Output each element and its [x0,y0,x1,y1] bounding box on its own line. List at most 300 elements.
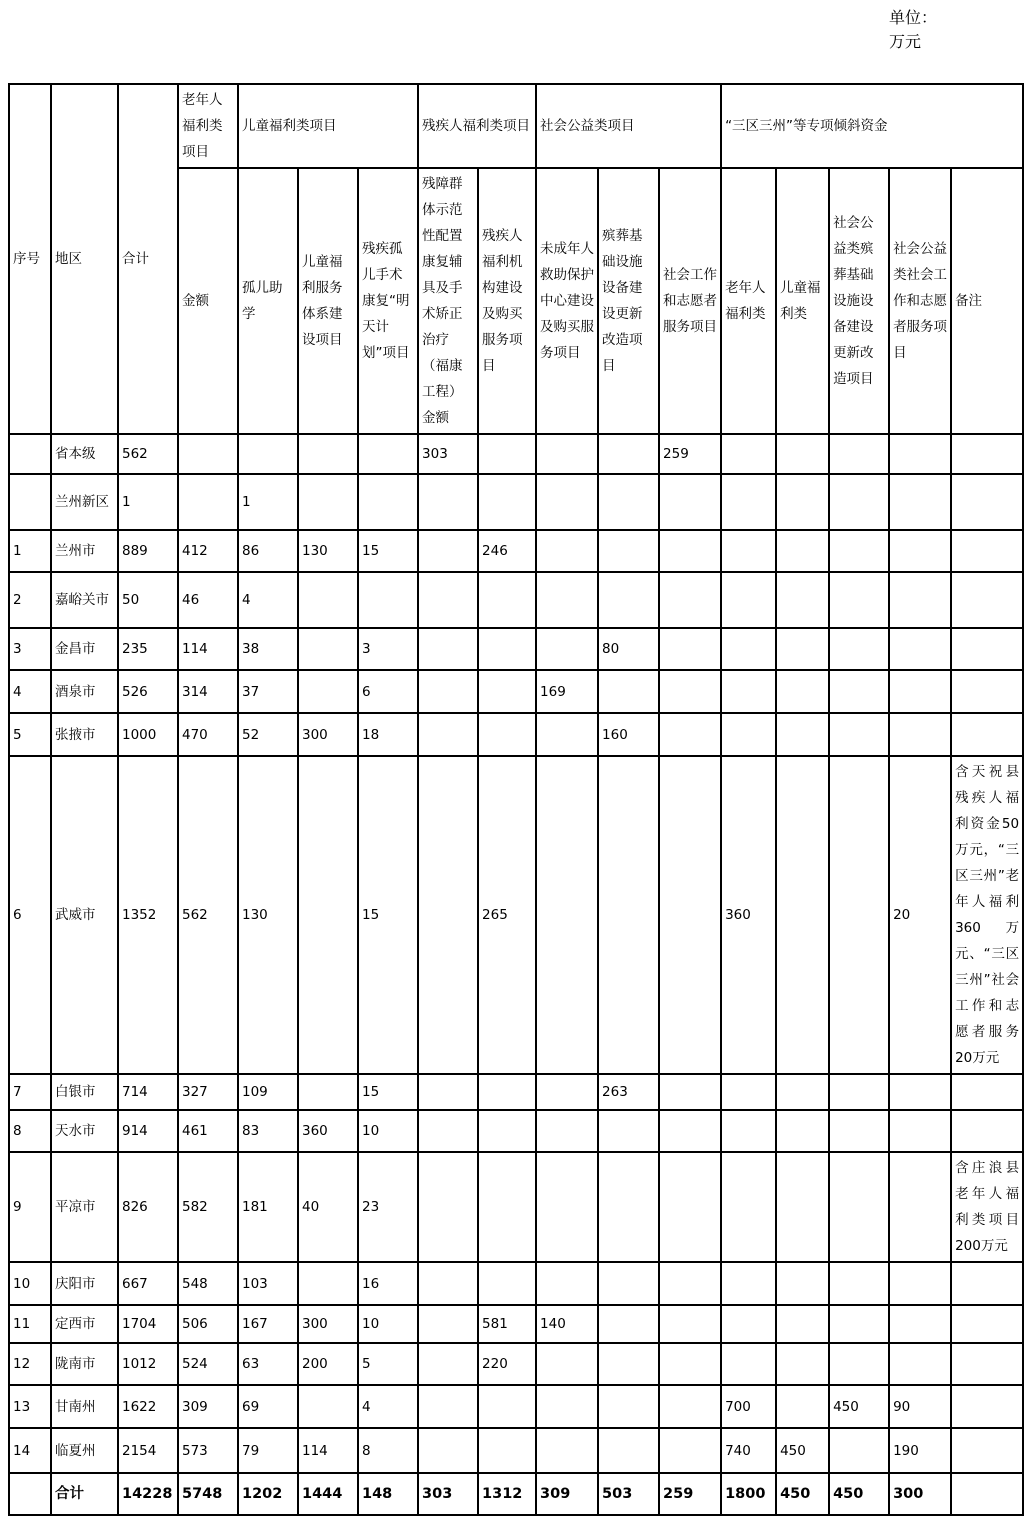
cell-total: 50 [118,572,178,628]
cell-total: 1000 [118,713,178,756]
table-row [9,1385,1023,1428]
cell-sq-funeral [829,572,889,628]
cell-serial: 13 [9,1385,51,1428]
cell-orphan-aid: 37 [238,670,298,713]
cell-region: 兰州市 [51,530,118,572]
cell-serial: 7 [9,1074,51,1110]
cell-region: 武威市 [51,756,118,1074]
cell-remark [951,1110,1023,1152]
cell-remark [951,1385,1023,1428]
cell-tomorrow-plan: 18 [358,713,418,756]
cell-serial: 9 [9,1152,51,1262]
cell-sq-elderly [721,713,776,756]
cell-sq-children [776,713,829,756]
cell-total: 1622 [118,1385,178,1428]
cell-minor-protection [536,1343,598,1385]
unit-label: 单位：万元 [889,8,938,51]
cell-elderly-amount: 327 [178,1074,238,1110]
cell-sq-children: 450 [776,1473,829,1515]
cell-child-service [298,572,358,628]
cell-social-work [659,530,721,572]
table-row [9,713,1023,756]
cell-social-work [659,756,721,1074]
cell-sq-funeral [829,1152,889,1262]
cell-remark [951,434,1023,474]
cell-orphan-aid: 69 [238,1385,298,1428]
cell-orphan-aid [238,434,298,474]
cell-orphan-aid: 167 [238,1305,298,1343]
cell-disabled-org [478,474,536,530]
cell-sq-children [776,628,829,670]
cell-serial: 1 [9,530,51,572]
cell-fukang [418,1343,478,1385]
cell-sq-children: 450 [776,1428,829,1473]
cell-sq-social-work [889,1343,951,1385]
cell-serial: 14 [9,1428,51,1473]
cell-elderly-amount: 524 [178,1343,238,1385]
cell-minor-protection [536,1385,598,1428]
cell-region: 甘南州 [51,1385,118,1428]
cell-serial: 8 [9,1110,51,1152]
cell-disabled-org [478,1262,536,1305]
cell-sq-social-work [889,1305,951,1343]
cell-funeral [598,434,659,474]
table-row [9,1428,1023,1473]
table-row [9,756,1023,1074]
cell-social-work [659,474,721,530]
group-header-children: 儿童福利类项目 [238,84,418,168]
cell-funeral: 80 [598,628,659,670]
cell-sq-funeral [829,670,889,713]
cell-sq-social-work [889,1074,951,1110]
cell-sq-social-work: 20 [889,756,951,1074]
cell-child-service [298,756,358,1074]
cell-sq-funeral [829,756,889,1074]
cell-fukang [418,572,478,628]
cell-sq-children [776,434,829,474]
cell-disabled-org: 246 [478,530,536,572]
cell-sq-funeral: 450 [829,1385,889,1428]
cell-child-service: 300 [298,713,358,756]
cell-fukang [418,1385,478,1428]
cell-tomorrow-plan [358,434,418,474]
cell-total: 1012 [118,1343,178,1385]
cell-minor-protection [536,434,598,474]
cell-orphan-aid: 52 [238,713,298,756]
table-row [9,572,1023,628]
col-header-child-service: 儿童福利服务体系建设项目 [298,168,358,434]
cell-sq-social-work [889,434,951,474]
table-row [9,1110,1023,1152]
table-row [9,1262,1023,1305]
cell-region: 张掖市 [51,713,118,756]
cell-minor-protection [536,1262,598,1305]
cell-sq-elderly [721,1152,776,1262]
cell-minor-protection [536,713,598,756]
col-header-minor-protection: 未成年人救助保护中心建设及购买服务项目 [536,168,598,434]
cell-remark [951,1343,1023,1385]
col-header-serial: 序号 [9,84,51,434]
cell-funeral [598,1343,659,1385]
cell-sq-social-work [889,1262,951,1305]
cell-sq-funeral [829,1343,889,1385]
cell-tomorrow-plan: 15 [358,530,418,572]
cell-funeral [598,1262,659,1305]
cell-social-work [659,572,721,628]
cell-fukang: 303 [418,1473,478,1515]
cell-child-service [298,1262,358,1305]
col-header-remark: 备注 [951,168,1023,434]
cell-funeral: 503 [598,1473,659,1515]
cell-tomorrow-plan: 4 [358,1385,418,1428]
cell-child-service: 130 [298,530,358,572]
cell-elderly-amount: 562 [178,756,238,1074]
cell-minor-protection [536,1074,598,1110]
cell-sq-elderly: 740 [721,1428,776,1473]
cell-disabled-org [478,434,536,474]
cell-total: 889 [118,530,178,572]
cell-orphan-aid: 4 [238,572,298,628]
cell-orphan-aid: 63 [238,1343,298,1385]
cell-total: 1 [118,474,178,530]
cell-social-work [659,670,721,713]
cell-sq-children [776,670,829,713]
cell-sq-social-work: 190 [889,1428,951,1473]
cell-region: 平凉市 [51,1152,118,1262]
cell-sq-social-work [889,1110,951,1152]
cell-tomorrow-plan: 148 [358,1473,418,1515]
cell-orphan-aid: 1 [238,474,298,530]
cell-sq-funeral [829,530,889,572]
cell-funeral [598,1305,659,1343]
cell-elderly-amount: 506 [178,1305,238,1343]
cell-social-work: 259 [659,434,721,474]
cell-social-work [659,628,721,670]
cell-tomorrow-plan: 15 [358,756,418,1074]
cell-sq-social-work [889,474,951,530]
cell-fukang [418,530,478,572]
cell-social-work [659,1110,721,1152]
cell-serial [9,1473,51,1515]
cell-orphan-aid: 38 [238,628,298,670]
cell-minor-protection [536,628,598,670]
cell-minor-protection [536,474,598,530]
cell-sq-elderly [721,1110,776,1152]
cell-disabled-org [478,1152,536,1262]
cell-region: 兰州新区 [51,474,118,530]
cell-sq-children [776,572,829,628]
cell-disabled-org [478,1385,536,1428]
cell-sq-elderly [721,1305,776,1343]
cell-remark [951,670,1023,713]
cell-remark [951,713,1023,756]
table-row [9,1152,1023,1262]
cell-orphan-aid: 109 [238,1074,298,1110]
cell-child-service: 360 [298,1110,358,1152]
cell-tomorrow-plan: 6 [358,670,418,713]
col-header-region: 地区 [51,84,118,434]
table-row [9,1343,1023,1385]
cell-serial: 4 [9,670,51,713]
cell-elderly-amount: 5748 [178,1473,238,1515]
cell-minor-protection: 309 [536,1473,598,1515]
cell-fukang [418,1428,478,1473]
col-header-funeral: 殡葬基础设施设备建设更新改造项目 [598,168,659,434]
cell-minor-protection [536,572,598,628]
cell-social-work [659,1428,721,1473]
cell-child-service: 200 [298,1343,358,1385]
cell-fukang [418,713,478,756]
cell-sq-elderly [721,530,776,572]
cell-remark [951,1305,1023,1343]
cell-sq-social-work: 300 [889,1473,951,1515]
cell-funeral [598,1110,659,1152]
cell-elderly-amount: 114 [178,628,238,670]
cell-region: 定西市 [51,1305,118,1343]
cell-child-service: 300 [298,1305,358,1343]
cell-remark [951,628,1023,670]
cell-disabled-org: 1312 [478,1473,536,1515]
cell-child-service [298,474,358,530]
cell-sq-children [776,1074,829,1110]
cell-sq-elderly: 360 [721,756,776,1074]
cell-remark [951,474,1023,530]
cell-tomorrow-plan: 16 [358,1262,418,1305]
cell-disabled-org [478,670,536,713]
cell-total: 667 [118,1262,178,1305]
cell-orphan-aid: 103 [238,1262,298,1305]
cell-social-work [659,1305,721,1343]
cell-region: 陇南市 [51,1343,118,1385]
col-header-sq-children: 儿童福利类 [776,168,829,434]
cell-funeral: 160 [598,713,659,756]
cell-orphan-aid: 86 [238,530,298,572]
cell-total: 714 [118,1074,178,1110]
cell-minor-protection [536,1428,598,1473]
cell-elderly-amount: 309 [178,1385,238,1428]
cell-sq-social-work [889,530,951,572]
cell-sq-children [776,1262,829,1305]
cell-sq-elderly [721,474,776,530]
cell-elderly-amount [178,474,238,530]
cell-region: 金昌市 [51,628,118,670]
cell-sq-social-work [889,713,951,756]
col-header-disabled-org: 残疾人福利机构建设及购买服务项目 [478,168,536,434]
cell-elderly-amount: 582 [178,1152,238,1262]
cell-total: 1352 [118,756,178,1074]
cell-sq-funeral [829,1074,889,1110]
cell-remark [951,1262,1023,1305]
cell-tomorrow-plan: 23 [358,1152,418,1262]
cell-elderly-amount: 314 [178,670,238,713]
cell-tomorrow-plan: 5 [358,1343,418,1385]
cell-elderly-amount: 461 [178,1110,238,1152]
group-header-row [9,84,1023,168]
cell-sq-elderly [721,1074,776,1110]
cell-disabled-org: 220 [478,1343,536,1385]
cell-sq-children [776,1110,829,1152]
cell-total: 562 [118,434,178,474]
cell-remark [951,1473,1023,1515]
cell-orphan-aid: 130 [238,756,298,1074]
cell-region: 嘉峪关市 [51,572,118,628]
cell-tomorrow-plan: 10 [358,1305,418,1343]
cell-serial: 10 [9,1262,51,1305]
cell-funeral [598,530,659,572]
cell-sq-children [776,1152,829,1262]
col-header-tomorrow-plan: 残疾孤儿手术康复“明天计划”项目 [358,168,418,434]
cell-sq-social-work [889,1152,951,1262]
cell-sq-elderly [721,670,776,713]
cell-minor-protection [536,1110,598,1152]
col-header-elderly-amount: 金额 [178,168,238,434]
cell-social-work [659,1385,721,1428]
cell-sq-social-work [889,670,951,713]
cell-sq-funeral [829,713,889,756]
cell-orphan-aid: 83 [238,1110,298,1152]
cell-sq-children [776,474,829,530]
cell-fukang [418,1074,478,1110]
cell-minor-protection [536,530,598,572]
cell-total: 914 [118,1110,178,1152]
cell-child-service: 1444 [298,1473,358,1515]
cell-sq-children [776,1385,829,1428]
cell-serial: 3 [9,628,51,670]
cell-sq-children [776,530,829,572]
cell-region: 白银市 [51,1074,118,1110]
cell-tomorrow-plan: 3 [358,628,418,670]
table-row [9,628,1023,670]
cell-remark [951,1074,1023,1110]
cell-social-work [659,1262,721,1305]
table-row [9,474,1023,530]
group-header-sanqu: “三区三州”等专项倾斜资金 [721,84,1023,168]
cell-fukang [418,1110,478,1152]
cell-social-work [659,1343,721,1385]
cell-remark [951,572,1023,628]
cell-sq-children [776,1305,829,1343]
cell-minor-protection [536,1152,598,1262]
cell-disabled-org [478,572,536,628]
cell-serial: 6 [9,756,51,1074]
cell-tomorrow-plan [358,572,418,628]
group-header-disabled: 残疾人福利类项目 [418,84,536,168]
cell-funeral [598,1428,659,1473]
cell-elderly-amount [178,434,238,474]
cell-sq-elderly [721,1343,776,1385]
cell-disabled-org: 265 [478,756,536,1074]
cell-region: 天水市 [51,1110,118,1152]
cell-social-work [659,1152,721,1262]
cell-funeral [598,572,659,628]
cell-sq-funeral [829,1428,889,1473]
cell-funeral [598,1152,659,1262]
col-header-orphan-aid: 孤儿助学 [238,168,298,434]
total-row [9,1473,1023,1515]
cell-serial [9,474,51,530]
cell-sq-elderly: 700 [721,1385,776,1428]
cell-fukang [418,628,478,670]
cell-serial: 12 [9,1343,51,1385]
cell-child-service: 40 [298,1152,358,1262]
cell-orphan-aid: 79 [238,1428,298,1473]
cell-social-work: 259 [659,1473,721,1515]
cell-total: 1704 [118,1305,178,1343]
cell-region: 省本级 [51,434,118,474]
cell-remark [951,1428,1023,1473]
cell-disabled-org [478,628,536,670]
group-header-public: 社会公益类项目 [536,84,721,168]
cell-total: 826 [118,1152,178,1262]
cell-sq-funeral [829,1110,889,1152]
cell-sq-funeral [829,434,889,474]
cell-funeral [598,1385,659,1428]
cell-disabled-org [478,713,536,756]
cell-remark: 含庄浪县老年人福利类项目200万元 [951,1152,1023,1262]
cell-funeral [598,474,659,530]
table-row [9,434,1023,474]
col-header-sq-funeral: 社会公益类殡葬基础设施设备建设更新改造项目 [829,168,889,434]
cell-disabled-org [478,1074,536,1110]
cell-serial: 2 [9,572,51,628]
cell-serial: 11 [9,1305,51,1343]
cell-fukang [418,474,478,530]
col-header-sq-social-work: 社会公益类社会工作和志愿者服务项目 [889,168,951,434]
cell-region: 临夏州 [51,1428,118,1473]
cell-tomorrow-plan: 15 [358,1074,418,1110]
cell-sq-social-work [889,572,951,628]
cell-disabled-org [478,1428,536,1473]
cell-sq-funeral [829,474,889,530]
cell-orphan-aid: 1202 [238,1473,298,1515]
cell-child-service [298,670,358,713]
cell-total: 14228 [118,1473,178,1515]
table-row [9,1305,1023,1343]
cell-total: 235 [118,628,178,670]
cell-sq-children [776,1343,829,1385]
col-header-social-work: 社会工作和志愿者服务项目 [659,168,721,434]
cell-total: 526 [118,670,178,713]
cell-region: 庆阳市 [51,1262,118,1305]
cell-region: 酒泉市 [51,670,118,713]
cell-tomorrow-plan [358,474,418,530]
cell-minor-protection: 169 [536,670,598,713]
cell-fukang [418,756,478,1074]
col-header-fukang: 残障群体示范性配置康复辅具及手术矫正治疗（福康工程）金额 [418,168,478,434]
cell-serial: 5 [9,713,51,756]
cell-child-service [298,1074,358,1110]
cell-remark [951,530,1023,572]
cell-child-service [298,434,358,474]
cell-sq-funeral [829,628,889,670]
cell-fukang [418,670,478,713]
cell-sq-elderly [721,572,776,628]
funding-table [8,83,1024,1516]
cell-sq-children [776,756,829,1074]
cell-sq-elderly [721,1262,776,1305]
table-row [9,670,1023,713]
cell-serial [9,434,51,474]
table-header [9,84,1023,434]
cell-sq-social-work [889,628,951,670]
cell-social-work [659,1074,721,1110]
cell-remark: 含天祝县残疾人福利资金50万元，“三区三州”老年人福利360万元、“三区三州”社会工作和志愿者服务20万元 [951,756,1023,1074]
cell-child-service: 114 [298,1428,358,1473]
cell-sq-funeral [829,1305,889,1343]
cell-minor-protection [536,756,598,1074]
cell-tomorrow-plan: 8 [358,1428,418,1473]
cell-tomorrow-plan: 10 [358,1110,418,1152]
